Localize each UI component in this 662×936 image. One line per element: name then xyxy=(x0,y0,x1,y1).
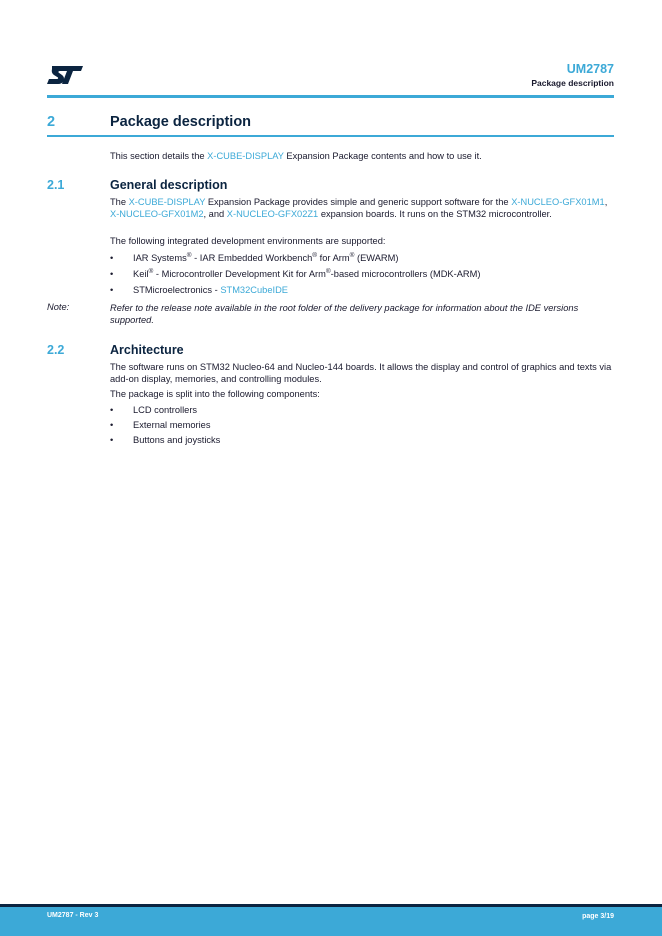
bullet-icon: • xyxy=(110,269,114,279)
section-title: Package description xyxy=(110,114,252,130)
st-logo-icon xyxy=(46,64,84,86)
stm32cubeide-link[interactable]: STM32CubeIDE xyxy=(220,285,289,295)
section-intro: This section details the X-CUBE-DISPLAY Expansion Package contents and how to use it. xyxy=(110,151,482,161)
architecture-paragraph: The software runs on STM32 Nucleo-64 and Nucleo-144 boards. It allows the display and control of graphics and texts via add-on display, memories, and controlling modules. xyxy=(110,362,612,384)
x-cube-display-link[interactable]: X-CUBE-DISPLAY xyxy=(207,151,284,161)
subsection-number: 2.1 xyxy=(47,178,65,192)
subsection-number: 2.2 xyxy=(47,343,65,357)
general-description-paragraph: The X-CUBE-DISPLAY Expansion Package provides simple and generic support software for the X-NUCLEO-GFX01M1, X-NUCLEO-GFX01M2, and X-NUCLEO-GFX02Z1 expansion boards. It runs on the STM32 microcontroller. xyxy=(110,197,608,219)
bullet-icon: • xyxy=(110,285,114,295)
header-section-name: Package description xyxy=(531,78,614,88)
bullet-icon: • xyxy=(110,253,114,263)
bullet-icon: • xyxy=(110,405,114,415)
x-nucleo-gfx01m1-link[interactable]: X-NUCLEO-GFX01M1 xyxy=(511,197,605,207)
note-label: Note: xyxy=(47,302,70,312)
footer-bar xyxy=(0,907,662,936)
ide-intro-paragraph: The following integrated development environments are supported: xyxy=(110,236,386,246)
footer-doc-revision: UM2787 - Rev 3 xyxy=(47,912,99,919)
header-divider xyxy=(47,95,614,98)
x-nucleo-gfx01m2-link[interactable]: X-NUCLEO-GFX01M2 xyxy=(110,209,204,219)
bullet-icon: • xyxy=(110,420,114,430)
section-number: 2 xyxy=(47,114,56,130)
x-nucleo-gfx02z1-link[interactable]: X-NUCLEO-GFX02Z1 xyxy=(226,209,319,219)
note-text: Refer to the release note available in the root folder of the delivery package for information about the IDE versions supported. xyxy=(110,303,579,325)
components-intro-paragraph: The package is split into the following components: xyxy=(110,389,320,399)
section-divider xyxy=(47,135,614,137)
subsection-title: General description xyxy=(110,178,228,192)
bullet-icon: • xyxy=(110,435,114,445)
document-id: UM2787 xyxy=(566,62,614,76)
footer-page-number: page 3/19 xyxy=(582,913,614,920)
x-cube-display-link[interactable]: X-CUBE-DISPLAY xyxy=(128,197,206,207)
subsection-title: Architecture xyxy=(110,343,184,357)
